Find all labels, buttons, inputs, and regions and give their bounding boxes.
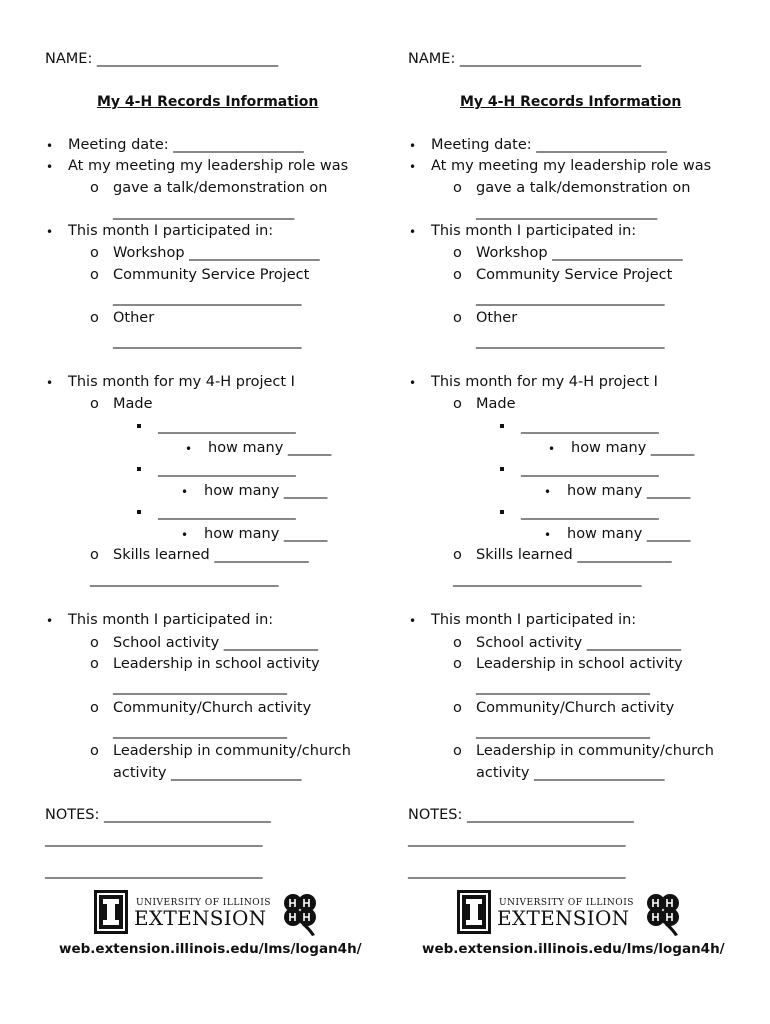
made-item-line: ___________________ <box>158 418 296 434</box>
leadership-role-text: At my meeting my leadership role was <box>431 158 712 174</box>
notes-line: ______________________________ <box>45 831 263 847</box>
other-line: __________________________ <box>113 333 302 349</box>
school-activity-field: School activity _____________ <box>113 635 319 651</box>
leadership-community-field: Leadership in community/church <box>113 743 351 759</box>
other-field: Other <box>113 310 155 326</box>
made-item-line: ___________________ <box>158 461 296 477</box>
circle-bullet-icon: o <box>453 656 462 672</box>
circle-bullet-icon: o <box>453 245 462 261</box>
bullet-icon: • <box>409 376 417 390</box>
bullet-icon: • <box>409 225 417 239</box>
record-card-left <box>0 0 362 1024</box>
circle-bullet-icon: o <box>90 180 99 196</box>
university-extension-logo <box>457 890 697 936</box>
community-church-field: Community/Church activity <box>113 700 312 716</box>
community-church-field: Community/Church activity <box>476 700 675 716</box>
circle-bullet-icon: o <box>90 396 99 412</box>
made-label: Made <box>113 396 153 412</box>
how-many-field: how many ______ <box>567 526 691 542</box>
circle-bullet-icon: o <box>453 310 462 326</box>
name-field: NAME: _________________________ <box>408 51 642 67</box>
project-heading: This month for my 4-H project I <box>68 374 295 390</box>
leadership-school-line: ________________________ <box>476 679 650 695</box>
other-line: __________________________ <box>476 333 665 349</box>
bullet-icon: • <box>409 614 417 628</box>
circle-bullet-icon: o <box>453 635 462 651</box>
bullet-icon: • <box>181 485 189 499</box>
bullet-icon: • <box>185 442 193 456</box>
circle-bullet-icon: o <box>453 547 462 563</box>
circle-bullet-icon: o <box>90 743 99 759</box>
how-many-field: how many ______ <box>567 483 691 499</box>
community-service-line: __________________________ <box>113 290 302 306</box>
square-bullet-icon <box>500 510 504 514</box>
square-bullet-icon <box>500 467 504 471</box>
bullet-icon: • <box>409 160 417 174</box>
how-many-field: how many ______ <box>204 526 328 542</box>
activity-field: activity __________________ <box>476 765 665 781</box>
leadership-community-field: Leadership in community/church <box>476 743 714 759</box>
participated-heading: This month I participated in: <box>68 223 274 239</box>
talk-demo-line: _________________________ <box>113 204 295 220</box>
notes-line: ______________________________ <box>45 863 263 879</box>
circle-bullet-icon: o <box>90 700 99 716</box>
square-bullet-icon <box>500 424 504 428</box>
record-card-right <box>363 0 725 1024</box>
community-service-line: __________________________ <box>476 290 665 306</box>
university-extension-logo <box>94 890 334 936</box>
circle-bullet-icon: o <box>90 245 99 261</box>
notes-line: ______________________________ <box>408 831 626 847</box>
circle-bullet-icon: o <box>453 396 462 412</box>
bullet-icon: • <box>409 139 417 153</box>
square-bullet-icon <box>137 510 141 514</box>
made-item-line: ___________________ <box>521 461 659 477</box>
circle-bullet-icon: o <box>453 180 462 196</box>
community-church-line: ________________________ <box>113 723 287 739</box>
school-activity-field: School activity _____________ <box>476 635 682 651</box>
how-many-field: how many ______ <box>208 440 332 456</box>
leadership-role-text: At my meeting my leadership role was <box>68 158 349 174</box>
bullet-icon: • <box>544 485 552 499</box>
circle-bullet-icon: o <box>90 635 99 651</box>
meeting-date-field: Meeting date: __________________ <box>68 137 304 153</box>
bullet-icon: • <box>46 376 54 390</box>
other-field: Other <box>476 310 518 326</box>
community-service-field: Community Service Project <box>476 267 673 283</box>
circle-bullet-icon: o <box>90 547 99 563</box>
meeting-date-field: Meeting date: __________________ <box>431 137 667 153</box>
talk-demo-field: gave a talk/demonstration on <box>476 180 691 196</box>
bullet-icon: • <box>46 614 54 628</box>
card-title: My 4-H Records Information <box>460 94 682 110</box>
community-church-line: ________________________ <box>476 723 650 739</box>
bullet-icon: • <box>46 160 54 174</box>
notes-field: NOTES: _______________________ <box>408 807 634 823</box>
notes-field: NOTES: _______________________ <box>45 807 271 823</box>
university-text: UNIVERSITY OF ILLINOIS <box>499 898 634 908</box>
talk-demo-line: _________________________ <box>476 204 658 220</box>
how-many-field: how many ______ <box>204 483 328 499</box>
leadership-school-field: Leadership in school activity <box>113 656 320 672</box>
made-item-line: ___________________ <box>158 504 296 520</box>
made-item-line: ___________________ <box>521 418 659 434</box>
extension-url[interactable]: web.extension.illinois.edu/lms/logan4h/ <box>422 941 725 957</box>
extension-text: EXTENSION <box>134 906 267 930</box>
illinois-block-i-icon <box>94 890 128 934</box>
made-item-line: ___________________ <box>521 504 659 520</box>
bullet-icon: • <box>46 225 54 239</box>
notes-line: ______________________________ <box>408 863 626 879</box>
activity-field: activity __________________ <box>113 765 302 781</box>
made-label: Made <box>476 396 516 412</box>
how-many-field: how many ______ <box>571 440 695 456</box>
bullet-icon: • <box>181 528 189 542</box>
skills-learned-field: Skills learned _____________ <box>113 547 309 563</box>
workshop-field: Workshop __________________ <box>476 245 683 261</box>
workshop-field: Workshop __________________ <box>113 245 320 261</box>
circle-bullet-icon: o <box>90 267 99 283</box>
university-text: UNIVERSITY OF ILLINOIS <box>136 898 271 908</box>
card-title: My 4-H Records Information <box>97 94 319 110</box>
circle-bullet-icon: o <box>90 310 99 326</box>
circle-bullet-icon: o <box>453 267 462 283</box>
extension-url[interactable]: web.extension.illinois.edu/lms/logan4h/ <box>59 941 362 957</box>
square-bullet-icon <box>137 424 141 428</box>
community-service-field: Community Service Project <box>113 267 310 283</box>
participated-heading: This month I participated in: <box>431 223 637 239</box>
project-heading: This month for my 4-H project I <box>431 374 658 390</box>
activities-heading: This month I participated in: <box>431 612 637 628</box>
skills-learned-line: __________________________ <box>90 571 279 587</box>
circle-bullet-icon: o <box>453 743 462 759</box>
illinois-block-i-icon <box>457 890 491 934</box>
square-bullet-icon <box>137 467 141 471</box>
bullet-icon: • <box>548 442 556 456</box>
activities-heading: This month I participated in: <box>68 612 274 628</box>
circle-bullet-icon: o <box>453 700 462 716</box>
four-h-clover-icon <box>641 890 685 936</box>
skills-learned-line: __________________________ <box>453 571 642 587</box>
four-h-clover-icon <box>278 890 322 936</box>
bullet-icon: • <box>46 139 54 153</box>
circle-bullet-icon: o <box>90 656 99 672</box>
extension-text: EXTENSION <box>497 906 630 930</box>
bullet-icon: • <box>544 528 552 542</box>
talk-demo-field: gave a talk/demonstration on <box>113 180 328 196</box>
name-field: NAME: _________________________ <box>45 51 279 67</box>
leadership-school-line: ________________________ <box>113 679 287 695</box>
leadership-school-field: Leadership in school activity <box>476 656 683 672</box>
skills-learned-field: Skills learned _____________ <box>476 547 672 563</box>
